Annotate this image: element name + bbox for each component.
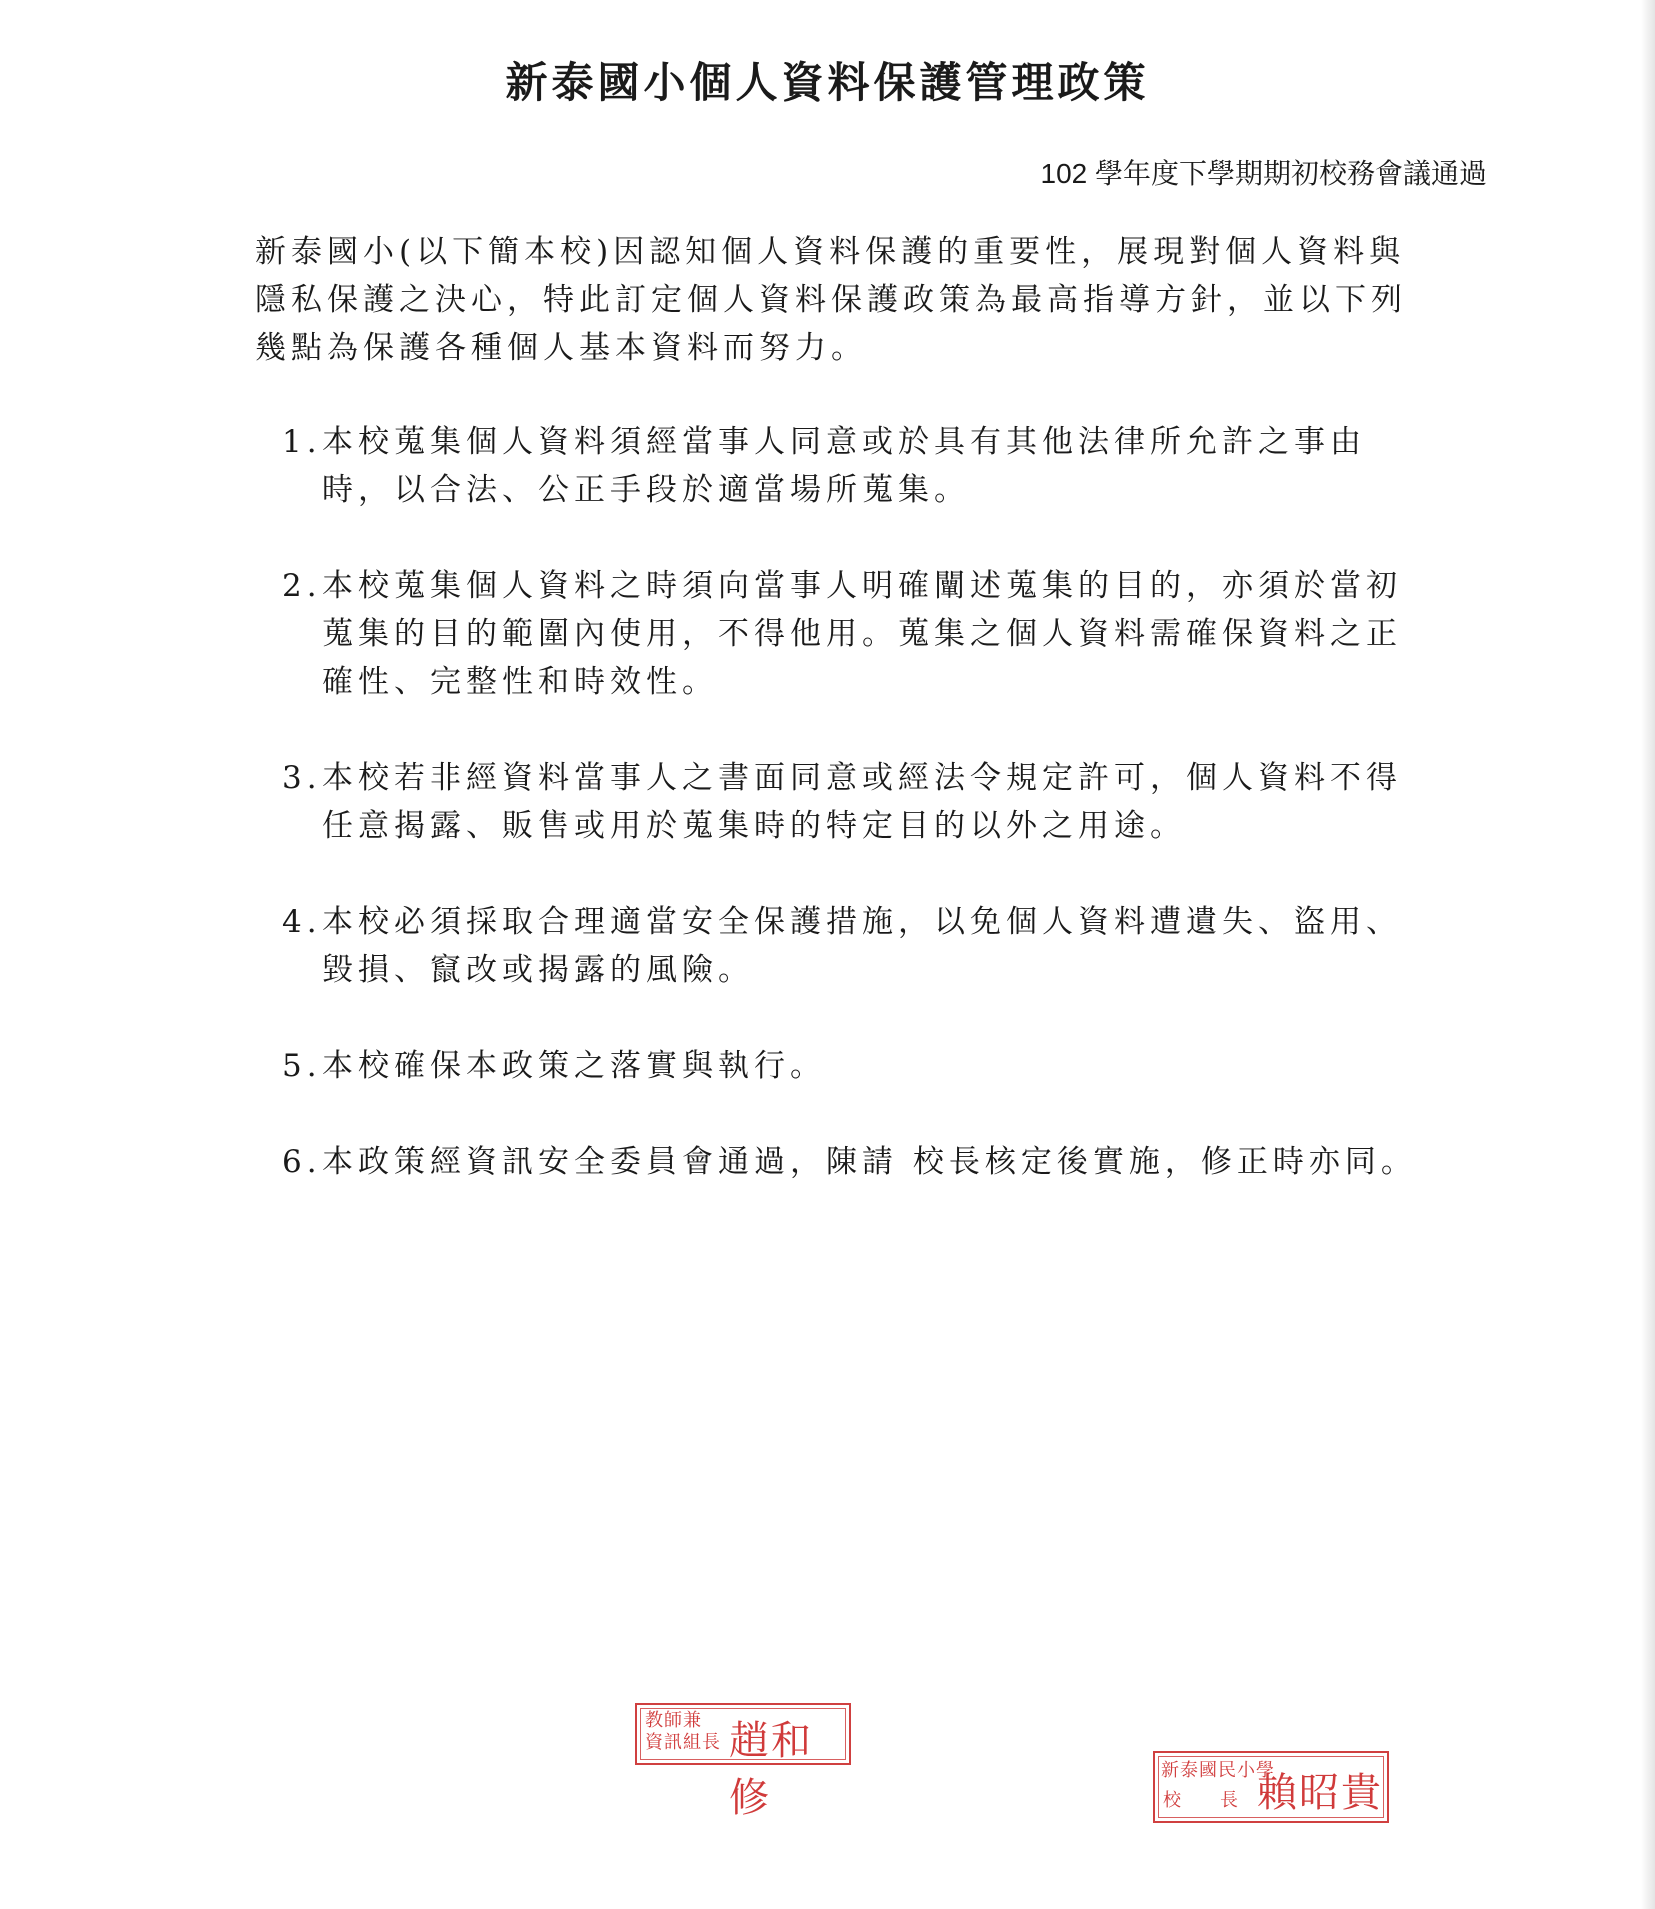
policy-item-number: 2.: [282, 568, 322, 604]
policy-item-number: 6.: [282, 1144, 322, 1180]
policy-item: [282, 1042, 1432, 1090]
policy-item-text: 本校必須採取合理適當安全保護措施，以免個人資料遭遺失、盜用、毀損、竄改或揭露的風險。: [322, 904, 1402, 988]
policy-item: [282, 898, 1432, 994]
document-title: 新泰國小個人資料保護管理政策: [505, 58, 1150, 107]
principal-seal: [1153, 1751, 1389, 1823]
info-team-leader-seal: [635, 1703, 851, 1821]
intro-paragraph: 新泰國小(以下簡本校)因認知個人資料保護的重要性，展現對個人資料與隱私保護之決心，特此訂定個人資料保護政策為最高指導方針，並以下列幾點為保護各種個人基本資料而努力。: [255, 234, 1407, 366]
approval-note: 102 學年度下學期期初校務會議通過: [1040, 158, 1487, 189]
policy-item-text: 本校若非經資料當事人之書面同意或經法令規定許可，個人資料不得任意揭露、販售或用於蒐集時的特定目的以外之用途。: [322, 760, 1402, 844]
policy-item-text: 本校蒐集個人資料須經當事人同意或於具有其他法律所允許之事由時，以合法、公正手段於適當場所蒐集。: [322, 424, 1366, 508]
policy-item: [282, 1138, 1432, 1186]
policy-item-number: 5.: [282, 1048, 322, 1084]
policy-item-text: 本校確保本政策之落實與執行。: [322, 1048, 826, 1084]
policy-item-text: 本校蒐集個人資料之時須向當事人明確闡述蒐集的目的，亦須於當初蒐集的目的範圍內使用，不得他用。蒐集之個人資料需確保資料之正確性、完整性和時效性。: [322, 568, 1402, 700]
policy-item: [282, 418, 1432, 514]
policy-item: [282, 754, 1432, 850]
policy-list: [282, 418, 1432, 1234]
seal-title-line: 新泰國民小學: [1161, 1760, 1275, 1781]
policy-item: [282, 562, 1432, 706]
seal-name: 賴昭貴: [1257, 1770, 1383, 1816]
policy-item-number: 1.: [282, 424, 322, 460]
seal-title-line: 校 長: [1163, 1790, 1239, 1811]
seal-title-line: 教師兼: [645, 1710, 702, 1731]
policy-item-text: 本政策經資訊安全委員會通過，陳請 校長核定後實施，修正時亦同。: [322, 1144, 1417, 1180]
policy-item-number: 4.: [282, 904, 322, 940]
policy-item-number: 3.: [282, 760, 322, 796]
seal-name: 趙和修: [729, 1718, 813, 1821]
seal-title-line: 資訊組長: [645, 1732, 721, 1753]
scan-edge: [1641, 0, 1655, 1909]
